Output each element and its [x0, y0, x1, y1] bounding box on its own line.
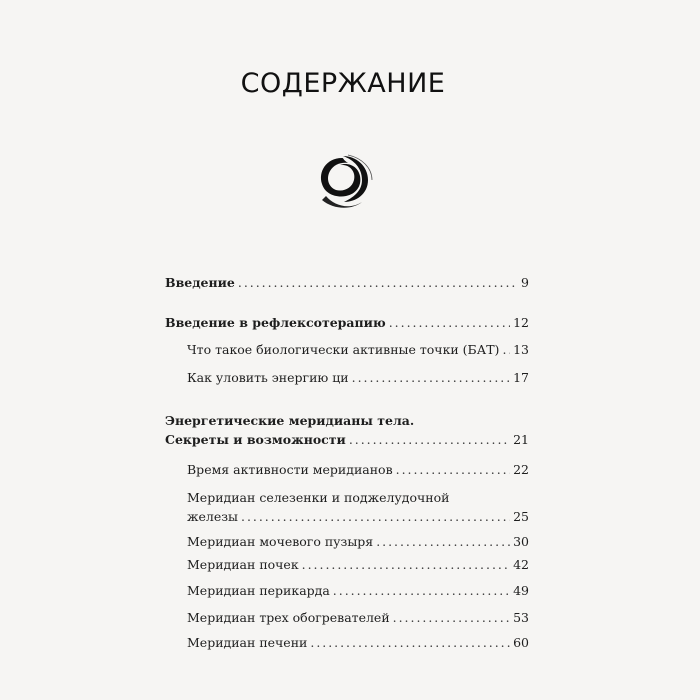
- leader-dots: [333, 581, 510, 600]
- toc-entry[interactable]: [187, 532, 529, 551]
- toc-page-number: 53: [513, 610, 529, 625]
- leader-dots: [376, 532, 510, 551]
- toc-entry-title: Меридиан печени: [187, 635, 308, 650]
- page-title: СОДЕРЖАНИЕ: [240, 68, 446, 99]
- leader-dots: [349, 430, 510, 449]
- toc-entry[interactable]: [187, 608, 529, 627]
- toc-page-number: 30: [513, 534, 529, 549]
- toc-entry-title: Введение: [165, 275, 235, 290]
- toc-entry-title: Введение в рефлексотерапию: [165, 315, 386, 330]
- toc-page-number: 42: [513, 557, 529, 572]
- leader-dots: [393, 608, 510, 627]
- toc-page-number: 49: [513, 583, 529, 598]
- toc-page-number: 17: [513, 370, 529, 385]
- toc-entry-title-line2: железы: [187, 509, 239, 524]
- toc-page-number: 12: [513, 315, 529, 330]
- toc-entry[interactable]: [187, 368, 529, 387]
- toc-page-number: 60: [513, 635, 529, 650]
- leader-dots: [241, 507, 510, 526]
- leader-dots: [238, 273, 518, 292]
- leader-dots: [396, 460, 510, 479]
- toc-entry[interactable]: [187, 581, 529, 600]
- toc-entry-title: Энергетические меридианы тела.: [165, 413, 415, 428]
- leader-dots: [352, 368, 510, 387]
- toc-entry[interactable]: [165, 273, 529, 292]
- toc-entry[interactable]: [187, 555, 529, 574]
- toc-page-number: 9: [521, 275, 529, 290]
- toc-entry-title: Что такое биологически активные точки (БАТ): [187, 342, 500, 357]
- toc-entry-title: Меридиан перикарда: [187, 583, 330, 598]
- toc-entry-title: Меридиан трех обогревателей: [187, 610, 390, 625]
- toc-entry-title: Меридиан почек: [187, 557, 299, 572]
- toc-entry-title: Как уловить энергию ци: [187, 370, 349, 385]
- toc-entry[interactable]: [165, 411, 529, 449]
- toc-page-number: 21: [513, 432, 529, 447]
- toc-entry[interactable]: [187, 340, 529, 359]
- leader-dots: [310, 633, 510, 652]
- swirl-logo-icon: [312, 150, 378, 216]
- toc-entry-title-line2: Секреты и возможности: [165, 432, 346, 447]
- toc-entry[interactable]: [187, 460, 529, 479]
- leader-dots: [389, 313, 510, 332]
- toc-entry[interactable]: [187, 488, 529, 526]
- toc-page-number: 22: [513, 462, 529, 477]
- toc-page-number: 13: [513, 342, 529, 357]
- leader-dots: [502, 340, 510, 359]
- toc-page-number: 25: [513, 509, 529, 524]
- toc-entry[interactable]: [187, 633, 529, 652]
- toc-entry-title: Меридиан селезенки и поджелудочной: [187, 490, 450, 505]
- toc-entry[interactable]: [165, 313, 529, 332]
- leader-dots: [302, 555, 510, 574]
- toc-entry-title: Меридиан мочевого пузыря: [187, 534, 374, 549]
- toc-entry-title: Время активности меридианов: [187, 462, 393, 477]
